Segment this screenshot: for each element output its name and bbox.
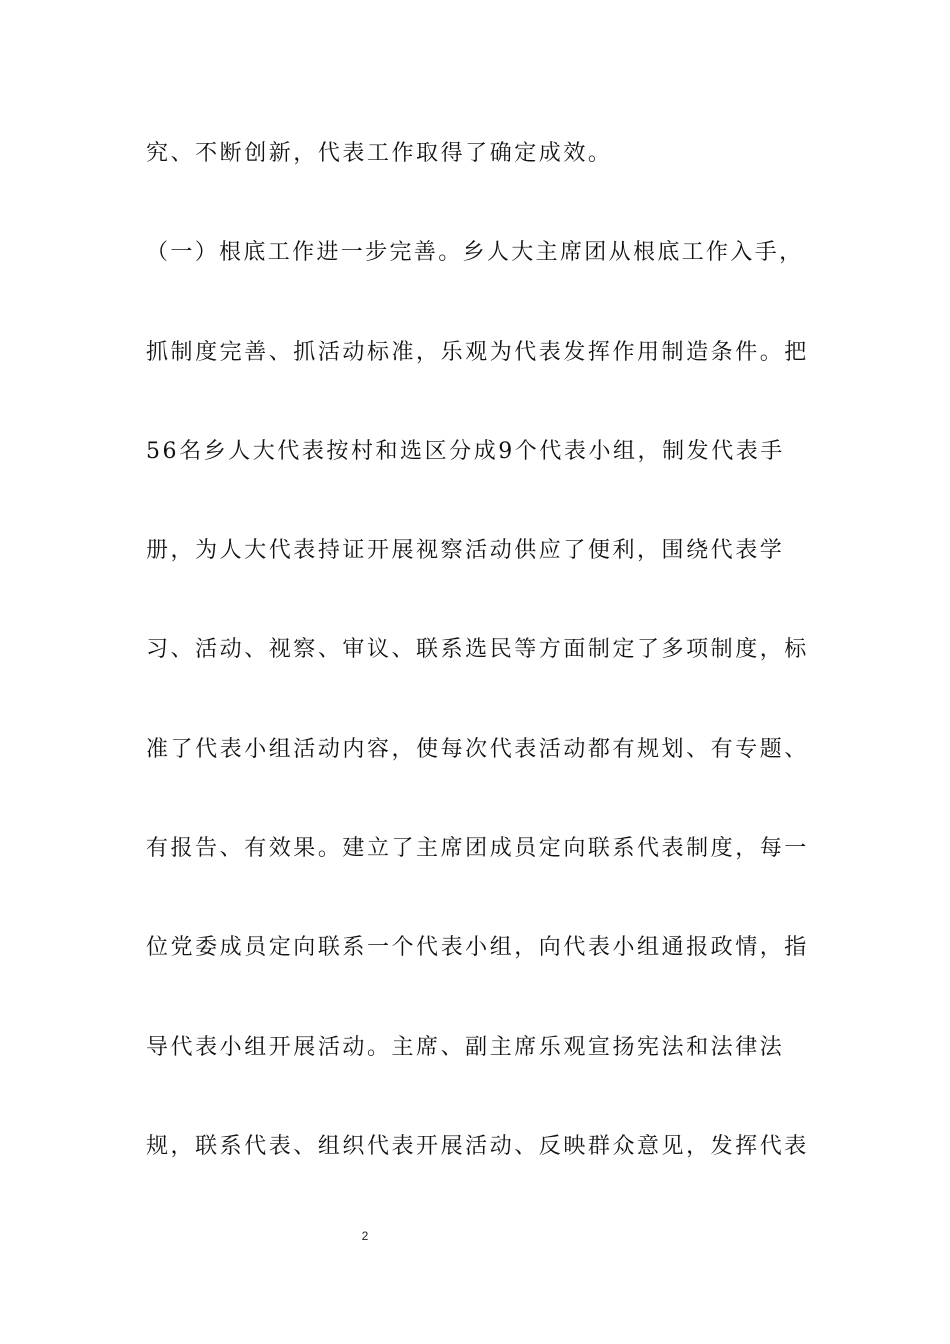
page-number: 2 [361, 1229, 369, 1243]
text-line: 准了代表小组活动内容，使每次代表活动都有规划、有专题、 [146, 736, 809, 762]
text-line: 位党委成员定向联系一个代表小组，向代表小组通报政情，指 [146, 935, 809, 961]
text-line: 抓制度完善、抓活动标准，乐观为代表发挥作用制造条件。把 [146, 339, 809, 365]
text-line: 究、不断创新，代表工作取得了确定成效。 [146, 141, 613, 166]
text-line: 规，联系代表、组织代表开展活动、反映群众意见，发挥代表 [146, 1133, 809, 1159]
text-line: 56名乡人大代表按村和选区分成9个代表小组，制发代表手 [146, 438, 785, 464]
text-line: 习、活动、视察、审议、联系选民等方面制定了多项制度，标 [146, 637, 809, 663]
text-line: 册，为人大代表持证开展视察活动供应了便利，围绕代表学 [146, 538, 785, 564]
body-text [146, 128, 810, 1220]
text-line: （一）根底工作进一步完善。乡人大主席团从根底工作入手， [146, 240, 804, 266]
text-line: 导代表小组开展活动。主席、副主席乐观宣扬宪法和法律法 [146, 1034, 785, 1060]
text-line: 有报告、有效果。建立了主席团成员定向联系代表制度，每一 [146, 836, 809, 862]
